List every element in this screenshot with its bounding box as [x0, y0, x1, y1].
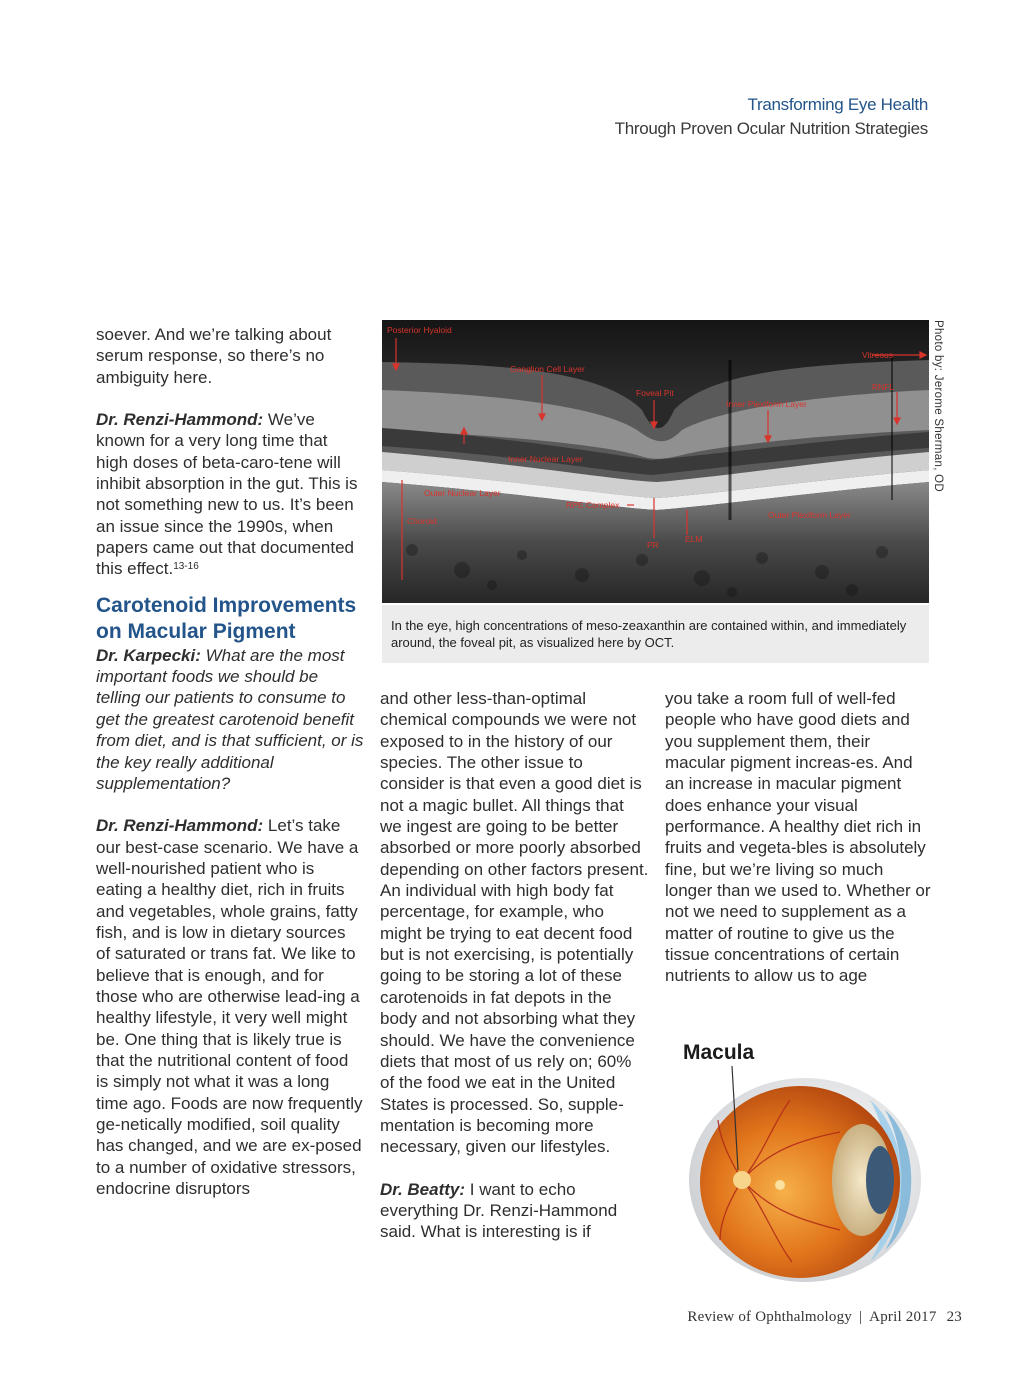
speaker-name: Dr. Renzi-Hammond: — [96, 410, 264, 430]
answer-text: Let’s take our best-case scenario. We have a well-nourished patient who is eating a healthy diet, rich in fruits and vegetables, whole grains, fatty fish, and is low in dietary sources of saturated or trans fat. We like to believe that is enough, and for those who are otherwise lead-ing a healthy lifestyle, it very well might be. One thing that is likely true is that the nutritional content of food is simply not what it was a long time ago. Foods are now frequently ge-netically modified, soil quality has changed, and we are ex-posed to a number of oxidative stressors, endocrine disruptors — [96, 816, 363, 1199]
question-text: What are the most important foods we should be telling our patients to consume to get the greatest carotenoid benefit from diet, and is that sufficient, or is the key really additional supplementation? — [96, 645, 364, 793]
oct-label-rnfl: RNFL — [872, 382, 895, 392]
journal-name: Review of Ophthalmology — [687, 1309, 852, 1325]
speaker-name: Dr. Renzi-Hammond: — [96, 816, 264, 836]
eye-macula-illustration — [680, 1040, 930, 1285]
oct-label-inner-plexiform: Inner Plexiform Layer — [726, 399, 807, 409]
question-paragraph — [96, 645, 364, 794]
left-column — [96, 324, 364, 1199]
oct-scan-graphic — [382, 320, 929, 603]
header-title: Transforming Eye Health — [747, 95, 928, 114]
page-footer — [687, 1309, 962, 1326]
middle-column — [380, 688, 650, 1243]
paragraph-text: I want to echo everything Dr. Renzi-Hammond said. What is interesting is if — [380, 1179, 618, 1242]
oct-label-inner-nuclear: Inner Nuclear Layer — [508, 454, 583, 464]
figure-caption — [382, 605, 929, 663]
oct-label-ganglion: Ganglion Cell Layer — [510, 364, 585, 374]
paragraph: soever. And we’re talking about serum response, so there’s no ambiguity here. — [96, 325, 332, 387]
paragraph-text: We’ve known for a very long time that high doses of beta-caro-tene will inhibit absorption in the gut. This is not something new to us. It’s been an issue since the 1990s, when papers came out that documented this effect. — [96, 410, 358, 579]
eye-illustration-graphic — [680, 1040, 930, 1285]
issue-date: April 2017 — [869, 1309, 937, 1325]
oct-scan-image — [382, 320, 929, 603]
running-header — [615, 93, 928, 141]
oct-label-foveal-pit: Foveal Pit — [636, 388, 674, 398]
footer-separator: | — [858, 1309, 863, 1325]
right-column — [665, 688, 935, 987]
speaker-name: Dr. Beatty: — [380, 1179, 466, 1199]
oct-label-rpe: RPE Complex — [566, 500, 620, 510]
header-subtitle: Through Proven Ocular Nutrition Strategies — [614, 119, 928, 138]
answer-paragraph — [96, 815, 364, 1199]
section-heading: Carotenoid Improvements on Macular Pigment — [96, 593, 357, 643]
oct-label-vitreous: Vitreous — [862, 350, 894, 360]
paragraph — [380, 1179, 650, 1243]
photo-credit: Photo by: Jerome Sherman, OD — [932, 320, 944, 493]
oct-label-choroid: Choroid — [407, 516, 437, 526]
oct-label-outer-plexiform: Outer Plexiform Layer — [768, 510, 851, 520]
paragraph: and other less-than-optimal chemical compounds we were not exposed to in the history of our species. The other issue to consider is that even a good diet is not a magic bullet. All things that we ingest are going to be better absorbed or more poorly absorbed depending on other factors present. An individual with high body fat percentage, for example, who might be trying to eat decent food but is not exercising, is potentially going to be storing a lot of these carotenoids in fat depots in the body and not absorbing what they should. We have the convenience diets that most of us rely on; 60% of the food we eat in the United States is processed. So, supple-mentation is becoming more necessary, given our lifestyles. — [380, 689, 649, 1157]
page-number: 23 — [946, 1309, 962, 1325]
oct-label-elm: ELM — [685, 534, 703, 544]
paragraph: you take a room full of well-fed people who have good diets and you supplement them, their macular pigment increas-es. And an increase in macular pigment does enhance your visual performance. A healthy diet rich in fruits and vegeta-bles is absolutely fine, but we’re living so much longer than we used to. Whether or not we need to supplement as a matter of routine to give us the tissue concentrations of certain nutrients to allow us to age — [665, 689, 931, 986]
oct-label-posterior-hyaloid: Posterior Hyaloid — [387, 325, 452, 335]
paragraph — [96, 409, 364, 580]
oct-label-pr: PR — [647, 540, 659, 550]
caption-text: In the eye, high concentrations of meso-zeaxanthin are contained within, and immediately around, the foveal pit, as visualized here by OCT. — [391, 618, 907, 650]
macula-label: Macula — [683, 1041, 755, 1064]
speaker-name: Dr. Karpecki: — [96, 645, 201, 665]
oct-label-outer-nuclear: Outer Nuclear Layer — [424, 488, 501, 498]
reference-superscript: 13-16 — [173, 561, 199, 573]
